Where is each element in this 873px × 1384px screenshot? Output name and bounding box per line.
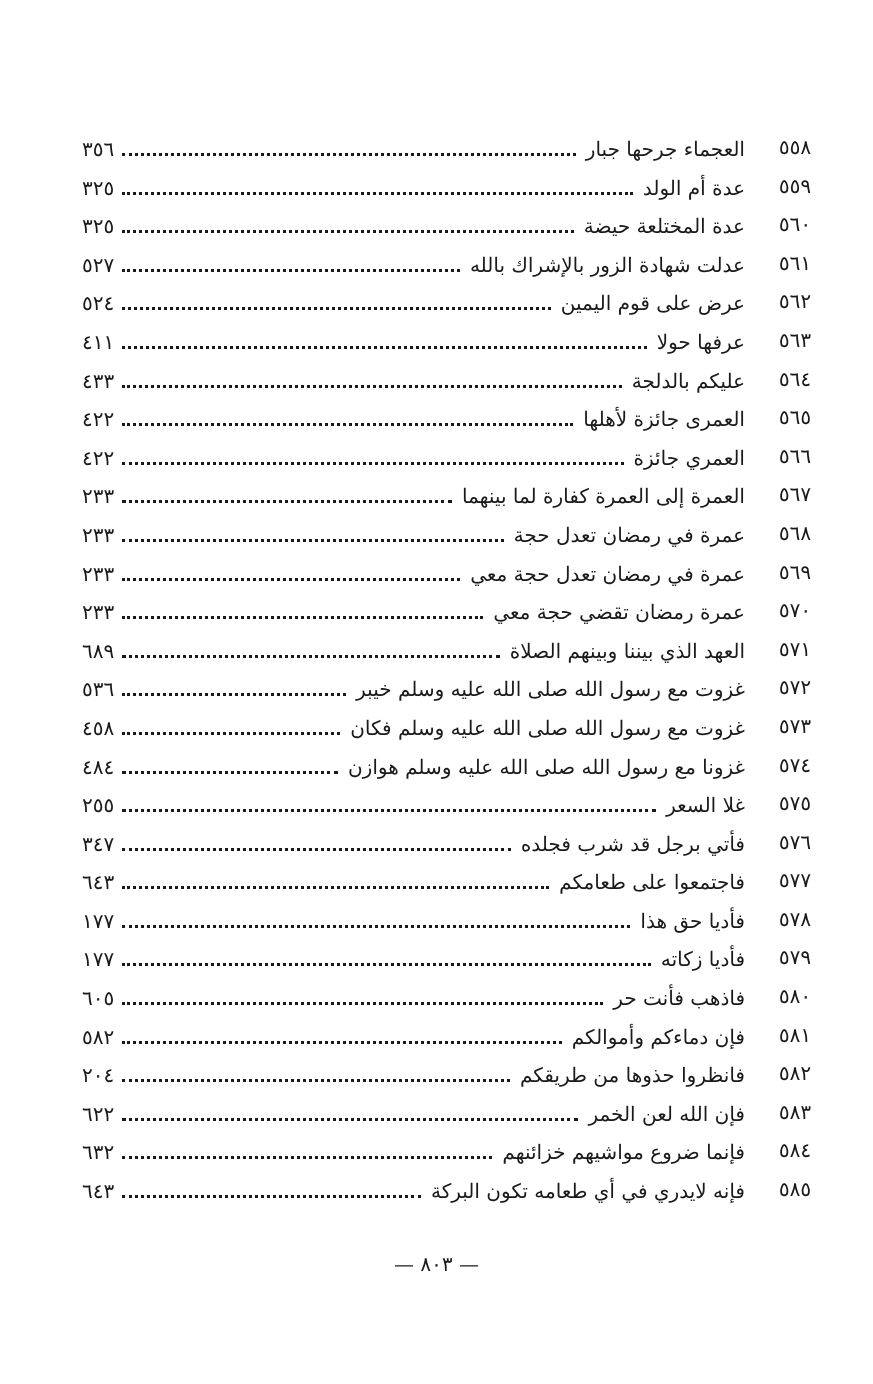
entry-body [82, 520, 745, 548]
index-entry [0, 861, 873, 900]
entry-number: ٥٧٤ [778, 752, 812, 777]
index-entry [0, 475, 873, 514]
entry-body [82, 1099, 745, 1127]
entry-number: ٥٧١ [778, 636, 812, 661]
entry-body [82, 173, 745, 201]
entry-body [82, 366, 745, 394]
entry-text: فإنما ضروع مواشيهم خزائنهم [502, 1140, 745, 1165]
entry-number: ٥٨٥ [778, 1177, 812, 1202]
entry-number: ٥٦٦ [778, 443, 812, 468]
index-entry [0, 1170, 873, 1209]
entry-text: عمرة رمضان تقضي حجة معي [493, 600, 745, 625]
index-entry [0, 938, 873, 977]
entry-body [82, 288, 745, 316]
entry-text: فأديا حق هذا [640, 908, 745, 933]
index-entry [0, 437, 873, 476]
index-entry [0, 630, 873, 669]
entry-body [82, 752, 745, 780]
dot-leader [122, 1156, 492, 1159]
dot-leader [122, 385, 621, 388]
entry-number: ٥٦١ [778, 250, 812, 275]
entry-page-number: ٤٨٤ [82, 754, 115, 779]
entry-body [82, 559, 745, 587]
entry-page-number: ٣٤٧ [82, 831, 115, 856]
entry-body [82, 1060, 745, 1088]
entry-text: عدلت شهادة الزور بالإشراك بالله [469, 252, 745, 277]
dot-leader [122, 693, 346, 696]
entry-text: عليكم بالدلجة [631, 368, 745, 393]
dot-leader [122, 578, 460, 581]
index-entry [0, 244, 873, 283]
entry-text: فاجتمعوا على طعامكم [559, 870, 745, 895]
index-entry [0, 167, 873, 206]
entry-body [82, 404, 745, 432]
dot-leader [122, 1002, 603, 1005]
entry-text: عرفها حولا [656, 329, 745, 354]
entry-number: ٥٦٠ [778, 212, 812, 237]
entry-body [82, 443, 745, 471]
entry-body [82, 867, 745, 895]
dot-leader [122, 616, 483, 619]
dot-leader [122, 1118, 578, 1121]
dot-leader [122, 192, 633, 195]
entry-body [82, 906, 745, 934]
entry-page-number: ٦٠٥ [82, 986, 115, 1011]
entry-page-number: ٦٨٩ [82, 638, 115, 663]
hadith-index-list [0, 128, 873, 1209]
entry-body [82, 1137, 745, 1165]
entry-number: ٥٧٩ [778, 945, 812, 970]
entry-number: ٥٦٩ [778, 559, 812, 584]
entry-text: فإنه لايدري في أي طعامه تكون البركة [430, 1179, 745, 1204]
entry-number: ٥٦٨ [778, 520, 812, 545]
dot-leader [122, 886, 549, 889]
entry-number: ٥٧٥ [778, 791, 812, 816]
entry-number: ٥٥٩ [778, 173, 812, 198]
dot-leader [122, 809, 656, 812]
index-entry [0, 746, 873, 785]
entry-text: فانظروا حذوها من طريقكم [519, 1063, 745, 1088]
entry-number: ٥٥٨ [778, 135, 812, 159]
entry-page-number: ٣٥٦ [82, 137, 115, 161]
dot-leader [122, 1079, 510, 1082]
entry-text: غلا السعر [666, 793, 745, 818]
entry-text: العجماء جرحها جبار [585, 137, 745, 161]
entry-body [82, 829, 745, 857]
entry-page-number: ٣٢٥ [82, 175, 115, 200]
index-entry [0, 282, 873, 321]
entry-text: غزوت مع رسول الله صلى الله عليه وسلم خيبر [356, 677, 745, 702]
entry-page-number: ٢٣٣ [82, 522, 115, 547]
entry-number: ٥٦٣ [778, 327, 812, 352]
entry-body [82, 327, 745, 355]
index-entry [0, 514, 873, 553]
entry-number: ٥٨١ [778, 1022, 812, 1047]
dot-leader [122, 307, 551, 310]
entry-text: فإن الله لعن الخمر [588, 1101, 745, 1126]
entry-page-number: ٥٢٧ [82, 252, 115, 277]
entry-page-number: ٦٤٣ [82, 1179, 115, 1204]
entry-number: ٥٦٥ [778, 405, 812, 430]
entry-page-number: ٤٥٨ [82, 715, 115, 740]
entry-text: عرض على قوم اليمين [560, 291, 745, 316]
entry-text: العمرى جائزة لأهلها [583, 407, 745, 432]
entry-text: فأتي برجل قد شرب فجلده [520, 831, 745, 856]
dot-leader [122, 1041, 561, 1044]
entry-number: ٥٦٤ [778, 366, 812, 391]
entry-text: عمرة في رمضان تعدل حجة معي [470, 561, 745, 586]
entry-body [82, 790, 745, 818]
index-entry [0, 707, 873, 746]
entry-text: فإن دماءكم وأموالكم [571, 1024, 745, 1049]
entry-body [82, 983, 745, 1011]
dot-leader [122, 500, 452, 503]
dot-leader [122, 346, 646, 349]
entry-page-number: ٢٥٥ [82, 793, 115, 818]
entry-page-number: ٥٨٢ [82, 1024, 115, 1049]
index-entry [0, 784, 873, 823]
index-entry [0, 668, 873, 707]
entry-page-number: ٥٢٤ [82, 291, 115, 316]
entry-number: ٥٧٢ [778, 675, 812, 700]
entry-body [82, 211, 745, 239]
entry-text: غزوت مع رسول الله صلى الله عليه وسلم فكان [350, 715, 745, 740]
entry-text: فأديا زكاته [660, 947, 745, 972]
dot-leader [122, 230, 574, 233]
entry-body [82, 713, 745, 741]
dot-leader [122, 539, 503, 542]
entry-page-number: ١٧٧ [82, 947, 115, 972]
dot-leader [122, 462, 623, 465]
entry-page-number: ٦٣٢ [82, 1140, 115, 1165]
index-entry [0, 321, 873, 360]
entry-number: ٥٨٢ [778, 1061, 812, 1086]
entry-body [82, 1022, 745, 1050]
entry-body [82, 1176, 745, 1204]
index-entry [0, 591, 873, 630]
dot-leader [122, 732, 340, 735]
entry-body [82, 636, 745, 664]
dot-leader [122, 269, 460, 272]
entry-number: ٥٨٠ [778, 984, 812, 1009]
entry-number: ٥٦٧ [778, 482, 812, 507]
entry-text: فاذهب فأنت حر [613, 986, 745, 1011]
entry-page-number: ١٧٧ [82, 908, 115, 933]
index-entry [0, 1016, 873, 1055]
entry-page-number: ٤٣٣ [82, 368, 115, 393]
dot-leader [122, 655, 500, 658]
entry-body [82, 597, 745, 625]
dot-leader [122, 963, 651, 966]
entry-number: ٥٧٨ [778, 906, 812, 931]
entry-page-number: ٦٢٢ [82, 1101, 115, 1126]
index-entry [0, 1054, 873, 1093]
entry-body [82, 134, 745, 162]
entry-text: عدة المختلعة حيضة [583, 214, 745, 239]
dot-leader [122, 848, 511, 851]
entry-number: ٥٨٣ [778, 1099, 812, 1124]
entry-page-number: ٢٣٣ [82, 561, 115, 586]
entry-page-number: ٣٢٥ [82, 214, 115, 239]
entry-text: العمرة إلى العمرة كفارة لما بينهما [462, 484, 745, 509]
entry-page-number: ٢٣٣ [82, 484, 115, 509]
entry-page-number: ٤٢٢ [82, 407, 115, 432]
entry-page-number: ٥٣٦ [82, 677, 115, 702]
entry-text: العمري جائزة [633, 445, 745, 470]
entry-number: ٥٦٢ [778, 289, 812, 314]
dot-leader [122, 1195, 421, 1198]
entry-number: ٥٨٤ [778, 1138, 812, 1163]
entry-body [82, 944, 745, 972]
dot-leader [122, 771, 338, 774]
entry-text: عمرة في رمضان تعدل حجة [513, 522, 745, 547]
entry-body [82, 481, 745, 509]
dot-leader [122, 153, 576, 156]
entry-number: ٥٧٧ [778, 868, 812, 893]
index-entry [0, 1131, 873, 1170]
index-entry [0, 977, 873, 1016]
entry-number: ٥٧٣ [778, 713, 812, 738]
page-number: — ٨٠٣ — [394, 1252, 479, 1276]
index-entry [0, 823, 873, 862]
entry-page-number: ٤٢٢ [82, 445, 115, 470]
index-entry [0, 128, 873, 167]
index-entry [0, 900, 873, 939]
entry-text: غزونا مع رسول الله صلى الله عليه وسلم هوازن [347, 754, 745, 779]
index-entry [0, 1093, 873, 1132]
entry-number: ٥٧٠ [778, 598, 812, 623]
entry-page-number: ٢٠٤ [82, 1063, 115, 1088]
index-entry [0, 398, 873, 437]
entry-body [82, 250, 745, 278]
index-entry [0, 553, 873, 592]
entry-page-number: ٦٤٣ [82, 870, 115, 895]
entry-page-number: ٢٣٣ [82, 600, 115, 625]
index-entry [0, 360, 873, 399]
entry-page-number: ٤١١ [82, 329, 115, 354]
dot-leader [122, 925, 630, 928]
entry-text: العهد الذي بيننا وبينهم الصلاة [509, 638, 745, 663]
entry-text: عدة أم الولد [642, 175, 745, 200]
entry-number: ٥٧٦ [778, 829, 812, 854]
dot-leader [122, 423, 573, 426]
index-entry [0, 205, 873, 244]
entry-body [82, 674, 745, 702]
